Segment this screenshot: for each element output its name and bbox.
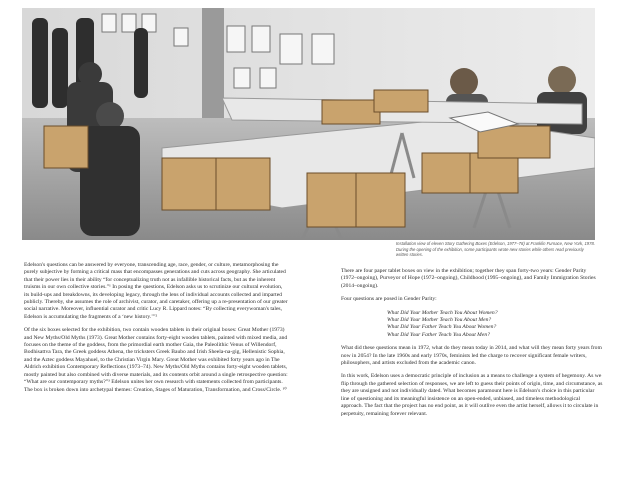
figure-caption (396, 241, 596, 258)
question-item: What Did Your Mother Teach You About Men? (387, 317, 492, 324)
left-paragraph-2: Of the six boxes selected for the exhibition, two contain wooden tablets in their original boxes: Great Mother (1973) and New Myths/Old Myths (1973). Great Mother contains forty-eight wooden tablets, painted with mixed media, and focuses on the theme of the goddess, from the primordial earth mother Gaia, the Paleolithic Venus of Willendorf, Bodhisattva Tara, the Greek goddess Athena, the tricksters Greek Baubo and Irish Sheela-na-gig, Hellenistic Sophia, and the Aztec goddess Mayahuel, to the Christian Virgin Mary. Great Mother was exhibited forty years ago in The Aldrich exhibition Contemporary Reflections (1973–74). New Myths/Old Myths contains forty-eight wooden tablets, mostly painted but also combined with diverse materials, and its contents orbit around a single retrospective question: “What are our contemporary myths?”³ Edelson unites her own research with statements collected from participants. The box is broken down into archetypal themes: Creation, Stages of Maturation, Transformation, and Cross/Circle. ¹⁰ (24, 327, 288, 393)
question-item: What Did Your Mother Teach You About Women? (387, 309, 498, 316)
right-paragraph-2: Four questions are posed in Gender Parity: (341, 296, 437, 303)
left-paragraph-1: Edelson's questions can be answered by everyone, transcending age, race, gender, or culture, metamorphosing the purely subjective by forming a critical mass that encompasses generations and cuts across geography. She articulated that their power lies in their ability “for conceptualizing truth not as infallible historical facts, but as the inherent truisms in our own collective stories.”¹ In posing the questions, Edelson asks us to scrutinize our cultural evolution, its build-ups and breakdowns, its developing legacy, through the lens of individual accounts collected and imparted publicly. Thereby, she assumes the role of archivist, curator, and caretaker, offering up a re-presentation of our greater social narrative. Moreover, influential curator and critic Lucy R. Lippard notes: “By collecting everywoman's tales, Edelson is accumulating the fragments of a ‘new history.’”² (24, 262, 288, 320)
left-text-column (24, 262, 288, 400)
installation-photo (22, 8, 595, 240)
right-paragraph-1: There are four paper tablet boxes on view in the exhibition; together they span forty-two years: Gender Parity (1972–ongoing), Purveyor of Hope (1972–ongoing), Childhood (1995–ongoing), and Family Immigration Stories (2014–ongoing). (341, 268, 596, 289)
right-paragraph-4: In this work, Edelson uses a democratic principle of inclusion as a means to challenge a system of hegemony. As we flip through the gathered selection of responses, we are left to guess their points of origin, time, and circumstance, as they are unsigned and not individually dated. What becomes paramount here is Edelson's choice in this particular line of questioning and its meaningful insistence on an open-ended, unbiased, and timeless methodological approach. The fact that the project has no end point, as it will outlive even the artist herself, allows it to circulate in perpetuity, remaining forever relevant. (341, 373, 603, 417)
installation-photo-image (22, 8, 595, 240)
question-item: What Did Your Father Teach You About Women? (387, 324, 497, 331)
gender-parity-questions (341, 310, 603, 340)
figure-caption-line-2: During the opening of the exhibition, some participants wrote new stories while others read previously written stories. (396, 246, 584, 258)
figure-caption-line-1: Installation view of eleven Story Gathering Boxes (Edelson, 1977–78) at Franklin Furnace, New York, 1978. (396, 241, 595, 246)
question-item: What Did Your Father Teach You About Men? (387, 331, 490, 338)
right-paragraph-3: What did these questions mean in 1972, what do they mean today in 2014, and what will they mean forty years from now in 2054? In the late 1960s and early 1970s, feminists led the charge to recover significant female writers, philosophers, and artists excluded from the academic canon. (341, 345, 602, 367)
right-text-column (341, 268, 603, 424)
